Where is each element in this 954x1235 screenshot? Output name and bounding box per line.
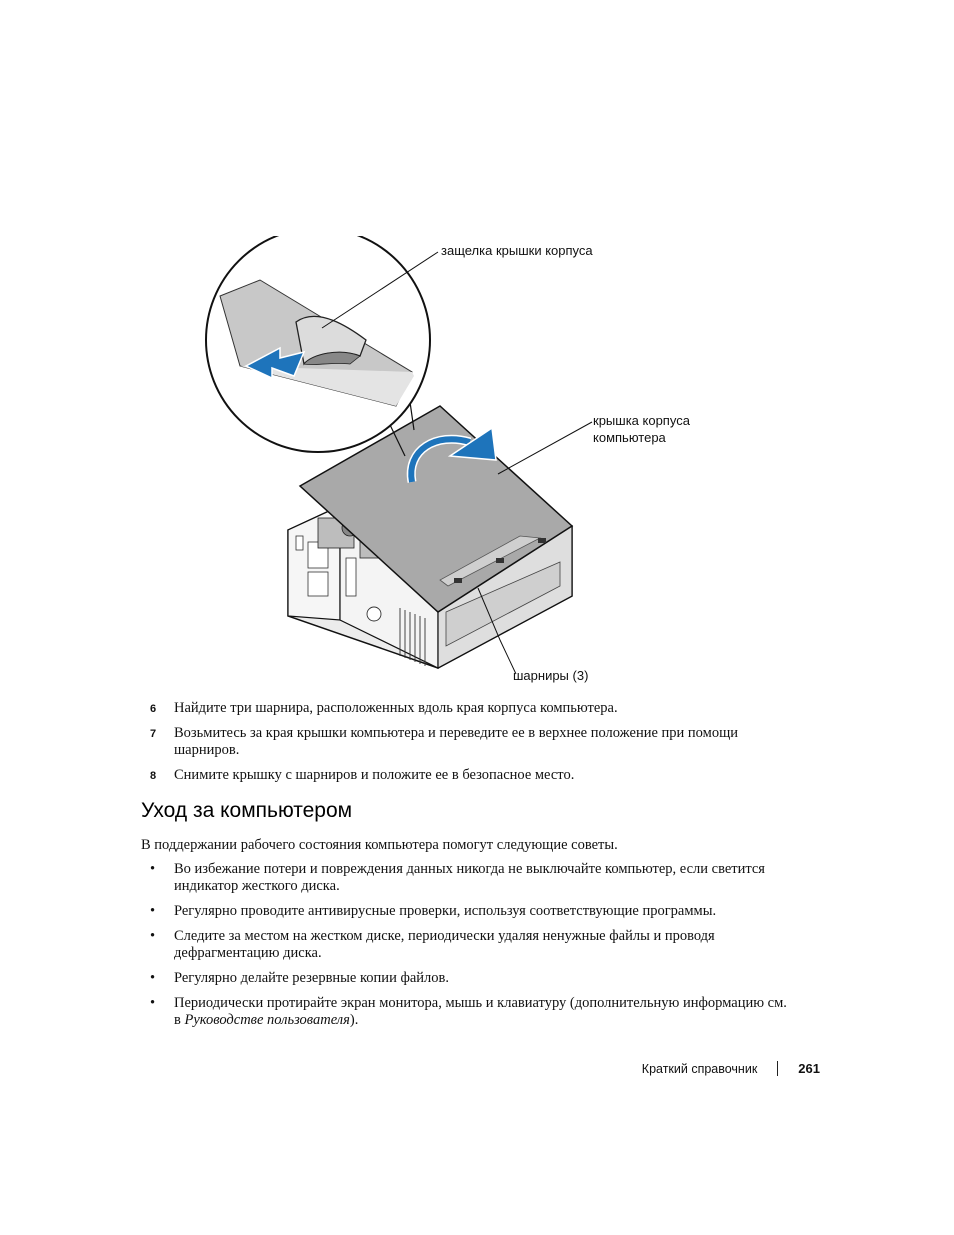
- list-item-text-after: ).: [349, 1012, 359, 1028]
- list-item-text: Регулярно проводите антивирусные проверки, используя соответствующие программы.: [174, 903, 717, 919]
- callout-hinges: шарниры (3): [513, 668, 589, 683]
- callout-cover-line1: крышка корпуса: [593, 413, 690, 428]
- footer-divider: [777, 1061, 778, 1076]
- bullet-mark: •: [150, 861, 156, 877]
- bullet-mark: •: [150, 903, 156, 919]
- step-text: Найдите три шарнира, расположенных вдоль края корпуса компьютера.: [174, 700, 618, 716]
- list-item-text: Во избежание потери и повреждения данных никогда не выключайте компьютер, если светится индикатор жесткого диска.: [174, 861, 765, 894]
- step-text: Возьмитесь за края крышки компьютера и переведите ее в верхнее положение при помощи шарниров.: [174, 725, 738, 758]
- bullet-mark: •: [150, 928, 156, 944]
- list-item-text: Следите за местом на жестком диске, периодически удаляя ненужные файлы и проводя дефрагментацию диска.: [174, 928, 715, 961]
- page-number: 261: [798, 1061, 820, 1076]
- callout-cover-line2: компьютера: [593, 430, 666, 445]
- step-number: 8: [150, 770, 156, 782]
- step-text: Снимите крышку с шарниров и положите ее в безопасное место.: [174, 767, 575, 783]
- page-footer: [642, 1061, 820, 1076]
- bullet-mark: •: [150, 995, 156, 1011]
- list-item-text: Регулярно делайте резервные копии файлов.: [174, 970, 449, 986]
- procedure-steps: [150, 700, 800, 792]
- cover-removal-illustration: [200, 236, 690, 692]
- step-number: 6: [150, 703, 156, 715]
- section-heading: Уход за компьютером: [141, 799, 353, 822]
- list-item: [141, 995, 791, 1029]
- list-item: [141, 903, 791, 920]
- users-guide-reference: Руководстве пользователя: [184, 1012, 350, 1028]
- step-item: [150, 767, 800, 784]
- footer-title: Краткий справочник: [641, 1061, 758, 1076]
- care-tips-list: [141, 861, 791, 1037]
- step-item: [150, 700, 800, 717]
- section-intro: В поддержании рабочего состояния компьютера помогут следующие советы.: [141, 837, 618, 853]
- list-item: [141, 861, 791, 895]
- callout-computer-cover: [593, 412, 690, 446]
- list-item: [141, 928, 791, 962]
- step-item: [150, 725, 800, 759]
- bullet-mark: •: [150, 970, 156, 986]
- list-item-text-before: Периодически протирайте экран монитора, мышь и клавиатуру (дополнительную информацию см. в: [174, 995, 787, 1028]
- callout-cover-latch: защелка крышки корпуса: [441, 243, 593, 258]
- step-number: 7: [150, 728, 156, 740]
- computer-cover-drawing: [200, 236, 660, 692]
- list-item: [141, 970, 791, 987]
